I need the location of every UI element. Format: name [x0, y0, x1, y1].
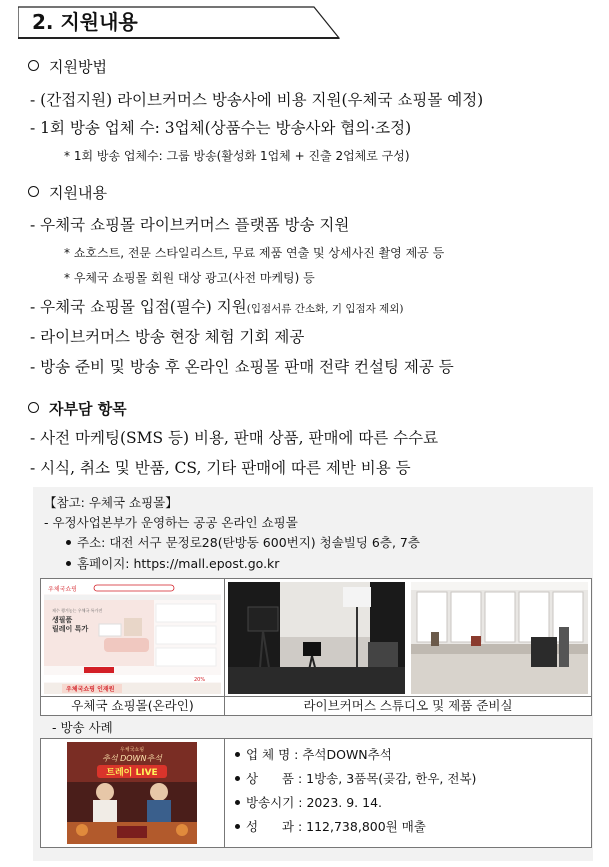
studio-photo	[228, 582, 405, 694]
section-title-text: 지원내용	[49, 184, 107, 202]
bullet-dot-icon	[66, 540, 71, 545]
page-title: 2. 지원내용	[32, 10, 138, 34]
mall-promo-small: 제수 챙겨놓는 우체국 특가전	[52, 608, 103, 613]
caption-studio: 라이브커머스 스튜디오 및 제품 준비실	[303, 698, 513, 713]
table-divider	[224, 739, 225, 847]
table-divider	[41, 696, 591, 697]
case-detail-date	[235, 794, 382, 812]
sub-note: * 쇼호스트, 전문 스타일리스트, 무료 제품 연출 및 상세사진 촬영 제공 등	[64, 246, 445, 260]
section-title-text: 지원방법	[49, 58, 107, 76]
mall-brand: 우체국쇼핑	[48, 586, 77, 593]
bullet-dot-icon	[235, 824, 240, 829]
list-item: - 시식, 취소 및 반품, CS, 기타 판매에 따른 제반 비용 등	[30, 459, 411, 477]
list-item-text: 시식, 취소 및 반품, CS, 기타 판매에 따른 제반 비용 등	[40, 459, 411, 477]
sub-note: * 1회 방송 업체수: 그룹 방송(활성화 1업체 + 진출 2업체로 구성)	[64, 149, 410, 163]
case-broadcast-image	[67, 742, 197, 844]
case-detail-result	[235, 818, 426, 836]
list-item-text: 방송 준비 및 방송 후 온라인 쇼핑몰 판매 전략 컨설팅 제공 등	[40, 358, 454, 376]
list-item: - 우체국 쇼핑몰 입점(필수) 지원(입점서류 간소화, 기 입점자 제외)	[30, 298, 404, 316]
sub-note: * 우체국 쇼핑몰 회원 대상 광고(사전 마케팅) 등	[64, 271, 315, 285]
list-item-text: (간접지원) 라이브커머스 방송사에 비용 지원(우체국 쇼핑몰 예정)	[40, 91, 484, 109]
bullet-dot-icon	[66, 561, 71, 566]
list-item: - (간접지원) 라이브커머스 방송사에 비용 지원(우체국 쇼핑몰 예정)	[30, 91, 484, 109]
sub-note-text: 우체국 쇼핑몰 회원 대상 광고(사전 마케팅) 등	[73, 271, 315, 285]
case-image-title1: 추석 DOWN추석	[102, 754, 162, 763]
photo-table	[40, 578, 592, 716]
reference-title: 【참고: 우체국 쇼핑몰】	[44, 495, 178, 510]
bullet-dot-icon	[235, 752, 240, 757]
reference-homepage	[66, 555, 279, 572]
mall-promo-title-1: 생필품	[52, 616, 73, 624]
mall-screenshot-image	[44, 582, 221, 694]
list-item-text: 라이브커머스 방송 현장 체험 기회 제공	[40, 328, 305, 346]
case-image-top: 우체국쇼핑	[119, 747, 145, 753]
list-item: - 1회 방송 업체 수: 3업체(상품수는 방송사와 협의·조정)	[30, 119, 412, 137]
case-image-title2: 트레이 LIVE	[106, 768, 158, 778]
bullet-dot-icon	[235, 800, 240, 805]
circle-bullet-icon	[28, 186, 39, 197]
list-item: - 라이브커머스 방송 현장 체험 기회 제공	[30, 328, 305, 346]
section-title-content	[28, 183, 107, 203]
section-title-self-pay	[28, 399, 127, 419]
sub-note-text: 1회 방송 업체수: 그룹 방송(활성화 1업체 + 진출 2업체로 구성)	[73, 149, 410, 163]
list-item-text: 우체국 쇼핑몰 입점(필수) 지원	[40, 298, 247, 316]
circle-bullet-icon	[28, 402, 39, 413]
address-text: 주소: 대전 서구 문정로28(탄방동 600번지) 청솔빌딩 6층, 7층	[77, 535, 420, 550]
case-detail-product	[235, 770, 476, 788]
list-item: - 우체국 쇼핑몰 라이브커머스 플랫폼 방송 지원	[30, 216, 350, 234]
list-item: - 사전 마케팅(SMS 등) 비용, 판매 상품, 판매에 따른 수수료	[30, 429, 439, 447]
list-item-text: 1회 방송 업체 수: 3업체(상품수는 방송사와 협의·조정)	[40, 119, 412, 137]
list-item-text: 우체국 쇼핑몰 라이브커머스 플랫폼 방송 지원	[40, 216, 350, 234]
case-detail-company	[235, 746, 392, 764]
kitchen-photo	[411, 582, 588, 694]
section-title-method	[28, 57, 107, 77]
circle-bullet-icon	[28, 60, 39, 71]
table-divider	[224, 579, 225, 715]
list-item-text: 사전 마케팅(SMS 등) 비용, 판매 상품, 판매에 따른 수수료	[40, 429, 439, 447]
sub-note-text: 쇼호스트, 전문 스타일리스트, 무료 제품 연출 및 상세사진 촬영 제공 등	[73, 246, 445, 260]
list-item-note: (입점서류 간소화, 기 입점자 제외)	[246, 303, 404, 315]
case-detail-text: 업 체 명 : 추석DOWN추석	[246, 747, 392, 762]
mall-banner: 우체국쇼핑 인재원	[66, 686, 115, 693]
case-table	[40, 738, 592, 848]
bullet-dot-icon	[235, 776, 240, 781]
caption-mall: 우체국 쇼핑몰(온라인)	[71, 698, 194, 713]
list-item: - 방송 준비 및 방송 후 온라인 쇼핑몰 판매 전략 컨설팅 제공 등	[30, 358, 454, 376]
reference-description: - 우정사업본부가 운영하는 공공 온라인 쇼핑몰	[44, 515, 298, 530]
mall-badge: 20%	[194, 677, 206, 683]
case-detail-text: 성 과 : 112,738,800원 매출	[246, 819, 426, 834]
homepage-text: 홈페이지: https://mall.epost.go.kr	[77, 556, 280, 571]
case-detail-text: 상 품 : 1방송, 3품목(곶감, 한우, 전복)	[246, 771, 477, 786]
mall-promo-title-2: 릴레이 특가	[52, 625, 89, 633]
reference-address	[66, 534, 420, 551]
case-detail-text: 방송시기 : 2023. 9. 14.	[246, 795, 382, 810]
section-title-text: 자부담 항목	[49, 400, 127, 418]
case-label: - 방송 사례	[52, 720, 113, 735]
